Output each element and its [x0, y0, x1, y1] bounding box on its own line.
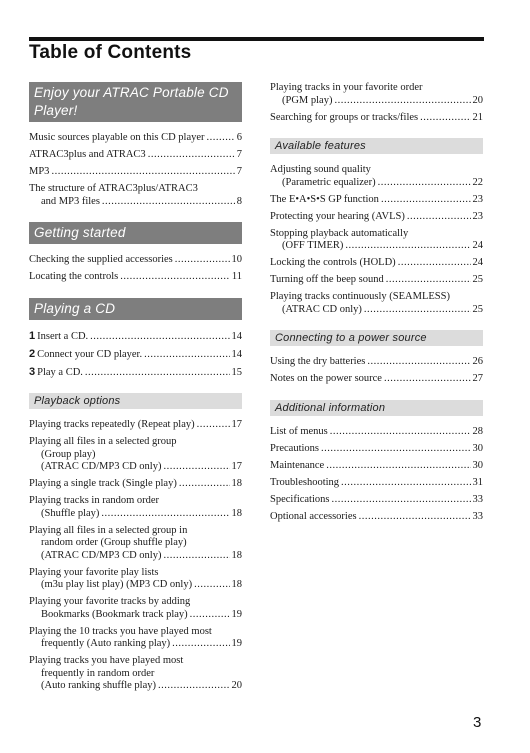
toc-entry[interactable]: [270, 257, 483, 270]
toc-page-number: 14: [231, 348, 242, 360]
toc-entry-line: (PGM play): [282, 94, 333, 106]
toc-page-number: 18: [231, 549, 242, 561]
toc-entry-text: [270, 477, 483, 490]
dot-leader: [407, 211, 471, 224]
dot-leader: [194, 579, 229, 592]
toc-page-number: 8: [236, 195, 242, 207]
step-number: 2: [29, 347, 36, 360]
toc-entry-line: Playing tracks repeatedly (Repeat play): [29, 419, 195, 430]
toc-page-number: 17: [231, 419, 242, 430]
toc-entry-line: (Parametric equalizer): [282, 176, 376, 188]
toc-entry-text: [270, 511, 483, 524]
toc-entry[interactable]: [270, 291, 483, 316]
toc-page-number: 33: [472, 493, 483, 505]
toc-entry[interactable]: [29, 478, 242, 491]
toc-entry-line: random order (Group shuffle play): [41, 537, 187, 548]
toc-entry[interactable]: [270, 194, 483, 207]
toc-entry-text: [270, 426, 483, 439]
toc-page-number: 23: [472, 210, 483, 222]
dot-leader: [378, 177, 471, 190]
toc-entry-line: Searching for groups or tracks/files: [270, 111, 419, 123]
toc-entry[interactable]: [270, 511, 483, 524]
toc-entry-line: Playing your favorite tracks by adding: [29, 596, 191, 607]
dot-leader: [175, 254, 230, 267]
toc-entry-line: Locking the controls (HOLD): [270, 257, 396, 268]
dot-leader: [386, 274, 471, 287]
toc-page-number: 31: [472, 476, 483, 488]
toc-entry-text: [29, 254, 242, 267]
toc-entry-line: frequently in random order: [41, 667, 155, 679]
toc-entry-line: Music sources playable on this CD player: [29, 132, 205, 143]
toc-entry[interactable]: [29, 596, 242, 621]
toc-entry-line: The E•A•S•S GP function: [270, 193, 379, 205]
toc-entry-text: [29, 626, 242, 651]
toc-entry-line: (OFF TIMER): [282, 240, 344, 251]
toc-entry-text: [270, 460, 483, 473]
toc-entry[interactable]: [270, 274, 483, 287]
toc-entry-line: Adjusting sound quality: [270, 164, 371, 175]
toc-section: [29, 393, 242, 693]
toc-entry-line: Troubleshooting: [270, 476, 340, 488]
dot-leader: [120, 271, 230, 284]
section-heading: Available features: [270, 138, 483, 154]
dot-leader: [364, 304, 471, 317]
toc-entry[interactable]: [29, 330, 242, 344]
toc-page-number: 30: [472, 442, 483, 454]
toc-entry[interactable]: [29, 567, 242, 592]
toc-entry-text: [29, 525, 242, 563]
toc-page-number: 18: [231, 507, 242, 519]
dot-leader: [398, 257, 471, 270]
toc-entry-line: Playing tracks you have played most: [29, 655, 184, 666]
dot-leader: [102, 196, 235, 209]
toc-section: [29, 298, 242, 380]
toc-entry-text: [29, 271, 242, 284]
dot-leader: [197, 419, 230, 432]
toc-entry-text: [270, 373, 483, 386]
toc-entry-text: [29, 478, 242, 491]
toc-section: [270, 330, 483, 386]
toc-entry-line: Using the dry batteries: [270, 356, 366, 367]
toc-entry[interactable]: [29, 166, 242, 179]
toc-entry-text: [29, 419, 242, 432]
toc-entry-text: [29, 348, 242, 362]
toc-entry-line: Play a CD.: [37, 366, 83, 378]
toc-entry-line: (Group play): [41, 448, 96, 460]
toc-entry-text: [270, 82, 483, 107]
toc-page-number: 25: [472, 303, 483, 315]
toc-entry[interactable]: [29, 149, 242, 162]
dot-leader: [384, 373, 471, 386]
toc-page-number: 24: [472, 240, 483, 251]
dot-leader: [207, 132, 235, 145]
dot-leader: [172, 638, 229, 651]
toc-entry-text: [270, 228, 483, 253]
toc-entry-line: Connect your CD player.: [37, 348, 143, 360]
dot-leader: [341, 477, 470, 490]
dot-leader: [163, 550, 229, 563]
dot-leader: [85, 367, 230, 380]
dot-leader: [331, 494, 470, 507]
toc-entry-text: [270, 494, 483, 507]
top-rule: [29, 37, 484, 41]
toc-entry-text: [270, 274, 483, 287]
section-heading: Playback options: [29, 393, 242, 409]
section-heading: Additional information: [270, 400, 483, 416]
toc-entry-text: [270, 356, 483, 369]
toc-entry[interactable]: [270, 460, 483, 473]
toc-entry-line: Checking the supplied accessories: [29, 254, 173, 265]
dot-leader: [179, 478, 230, 491]
dot-leader: [190, 609, 230, 622]
toc-entry-line: Playing tracks continuously (SEAMLESS): [270, 291, 450, 302]
toc-entry-line: Maintenance: [270, 459, 325, 471]
toc-entry[interactable]: [270, 426, 483, 439]
toc-page-number: 23: [472, 193, 483, 205]
toc-entry-text: [29, 596, 242, 621]
toc-page-number: 28: [472, 425, 483, 437]
toc-entry-text: [29, 166, 242, 179]
toc-entry-text: [270, 257, 483, 270]
toc-entry-line: Locating the controls: [29, 271, 119, 282]
toc-page-number: 18: [231, 478, 242, 489]
toc-entry-line: Playing the 10 tracks you have played most: [29, 625, 212, 637]
toc-entry-text: [29, 330, 242, 344]
dot-leader: [51, 166, 234, 179]
toc-page-number: 33: [472, 510, 483, 522]
toc-page-number: 26: [472, 356, 483, 367]
toc-entry-text: [270, 164, 483, 189]
toc-entry-line: Stopping playback automatically: [270, 227, 409, 239]
section-heading: Enjoy your ATRAC Portable CD Player!: [29, 82, 242, 122]
toc-entry[interactable]: [29, 655, 242, 693]
toc-entry[interactable]: [270, 228, 483, 253]
toc-entry[interactable]: [29, 419, 242, 432]
section-heading: Connecting to a power source: [270, 330, 483, 346]
toc-entry-line: (Shuffle play): [41, 507, 100, 519]
dot-leader: [420, 112, 470, 125]
dot-leader: [381, 194, 471, 207]
toc-entry-text: [29, 436, 242, 474]
toc-page-number: 6: [236, 132, 242, 143]
dot-leader: [163, 461, 229, 474]
toc-entry[interactable]: [29, 366, 242, 380]
toc-entry-line: MP3: [29, 166, 50, 177]
toc-page-number: 19: [231, 608, 242, 620]
toc-entry-text: [29, 567, 242, 592]
page-number: 3: [473, 714, 482, 731]
toc-entry-line: (ATRAC CD/MP3 CD only): [41, 549, 162, 561]
toc-entry[interactable]: [270, 373, 483, 386]
toc-page-number: 21: [472, 111, 483, 123]
toc-entry[interactable]: [270, 494, 483, 507]
toc-entry-line: Protecting your hearing (AVLS): [270, 210, 405, 222]
toc-entry[interactable]: [270, 443, 483, 456]
toc-page-number: 17: [231, 461, 242, 472]
toc-page-number: 10: [231, 254, 242, 265]
toc-page-number: 15: [231, 366, 242, 378]
toc-entry[interactable]: [270, 164, 483, 189]
toc-page-number: 27: [472, 373, 483, 384]
dot-leader: [345, 240, 470, 253]
section-heading: Playing a CD: [29, 298, 242, 320]
toc-entry-text: [29, 495, 242, 520]
dot-leader: [326, 460, 470, 473]
toc-page-number: 7: [236, 149, 242, 160]
toc-section: [29, 82, 242, 208]
toc-page-number: 25: [472, 274, 483, 285]
dot-leader: [90, 331, 229, 344]
toc-entry-line: Playing a single track (Single play): [29, 478, 177, 489]
toc-page-number: 11: [231, 271, 242, 282]
toc-page-number: 18: [231, 579, 242, 590]
toc-entry-line: Notes on the power source: [270, 373, 382, 384]
toc-entry-line: Specifications: [270, 493, 330, 505]
toc-entry[interactable]: [270, 211, 483, 224]
toc-page-number: 14: [231, 330, 242, 342]
toc-entry[interactable]: [29, 495, 242, 520]
toc-page-number: 20: [231, 680, 242, 691]
toc-entry-line: ATRAC3plus and ATRAC3: [29, 149, 146, 160]
toc-entry-line: Playing your favorite play lists: [29, 566, 159, 578]
toc-page-number: 19: [231, 638, 242, 649]
dot-leader: [144, 349, 229, 362]
dot-leader: [321, 443, 471, 456]
toc-entry-line: (ATRAC CD only): [282, 303, 362, 315]
toc-left-column: [29, 82, 242, 707]
toc-entry[interactable]: [29, 436, 242, 474]
toc-section: [270, 82, 483, 124]
toc-entry[interactable]: [270, 477, 483, 490]
toc-entry-line: (Auto ranking shuffle play): [41, 680, 156, 691]
toc-entry-text: [270, 194, 483, 207]
dot-leader: [330, 426, 471, 439]
toc-entry[interactable]: [29, 626, 242, 651]
dot-leader: [101, 508, 229, 521]
toc-entry-line: Playing all files in a selected group: [29, 436, 177, 447]
toc-entry[interactable]: [270, 112, 483, 125]
step-number: 1: [29, 329, 36, 342]
toc-entry-text: [29, 655, 242, 693]
toc-entry[interactable]: [29, 254, 242, 267]
toc-entry-text: [29, 183, 242, 208]
toc-entry-text: [29, 149, 242, 162]
toc-entry-line: Precautions: [270, 442, 319, 454]
toc-entry-text: [29, 366, 242, 380]
toc-entry[interactable]: [29, 348, 242, 362]
toc-entry[interactable]: [29, 132, 242, 145]
step-number: 3: [29, 365, 36, 378]
toc-page-number: 24: [472, 257, 483, 268]
toc-entry[interactable]: [29, 271, 242, 284]
toc-entry[interactable]: [29, 525, 242, 563]
toc-entry-text: [270, 443, 483, 456]
toc-entry[interactable]: [29, 183, 242, 208]
toc-entry-line: (ATRAC CD/MP3 CD only): [41, 461, 162, 472]
toc-entry-line: Turning off the beep sound: [270, 274, 384, 285]
toc-entry-line: (m3u play list play) (MP3 CD only): [41, 579, 193, 590]
dot-leader: [334, 95, 470, 108]
toc-entry-line: List of menus: [270, 425, 328, 437]
toc-entry-line: and MP3 files: [41, 195, 100, 207]
toc-section: [270, 400, 483, 524]
toc-page-number: 22: [472, 176, 483, 188]
toc-section: [29, 222, 242, 284]
toc-entry-line: Insert a CD.: [37, 330, 89, 342]
toc-entry-line: The structure of ATRAC3plus/ATRAC3: [29, 183, 198, 194]
toc-page-number: 7: [236, 166, 242, 177]
toc-entry-line: Playing tracks in random order: [29, 495, 160, 506]
toc-section: [270, 138, 483, 316]
toc-entry-text: [270, 211, 483, 224]
toc-entry-line: Optional accessories: [270, 510, 357, 522]
toc-entry-text: [29, 132, 242, 145]
toc-entry-line: Bookmarks (Bookmark track play): [41, 608, 188, 620]
toc-page-number: 30: [472, 459, 483, 471]
toc-entry-line: Playing tracks in your favorite order: [270, 82, 423, 93]
toc-entry[interactable]: [270, 82, 483, 107]
section-heading: Getting started: [29, 222, 242, 244]
dot-leader: [367, 356, 470, 369]
toc-entry-text: [270, 112, 483, 125]
dot-leader: [158, 680, 230, 693]
dot-leader: [359, 511, 471, 524]
page-title: Table of Contents: [29, 42, 192, 63]
toc-entry-text: [270, 291, 483, 316]
toc-entry[interactable]: [270, 356, 483, 369]
toc-entry-line: Playing all files in a selected group in: [29, 524, 188, 536]
dot-leader: [148, 149, 235, 162]
toc-entry-line: frequently (Auto ranking play): [41, 638, 171, 649]
toc-page-number: 20: [472, 94, 483, 106]
toc-right-column: [270, 82, 483, 537]
